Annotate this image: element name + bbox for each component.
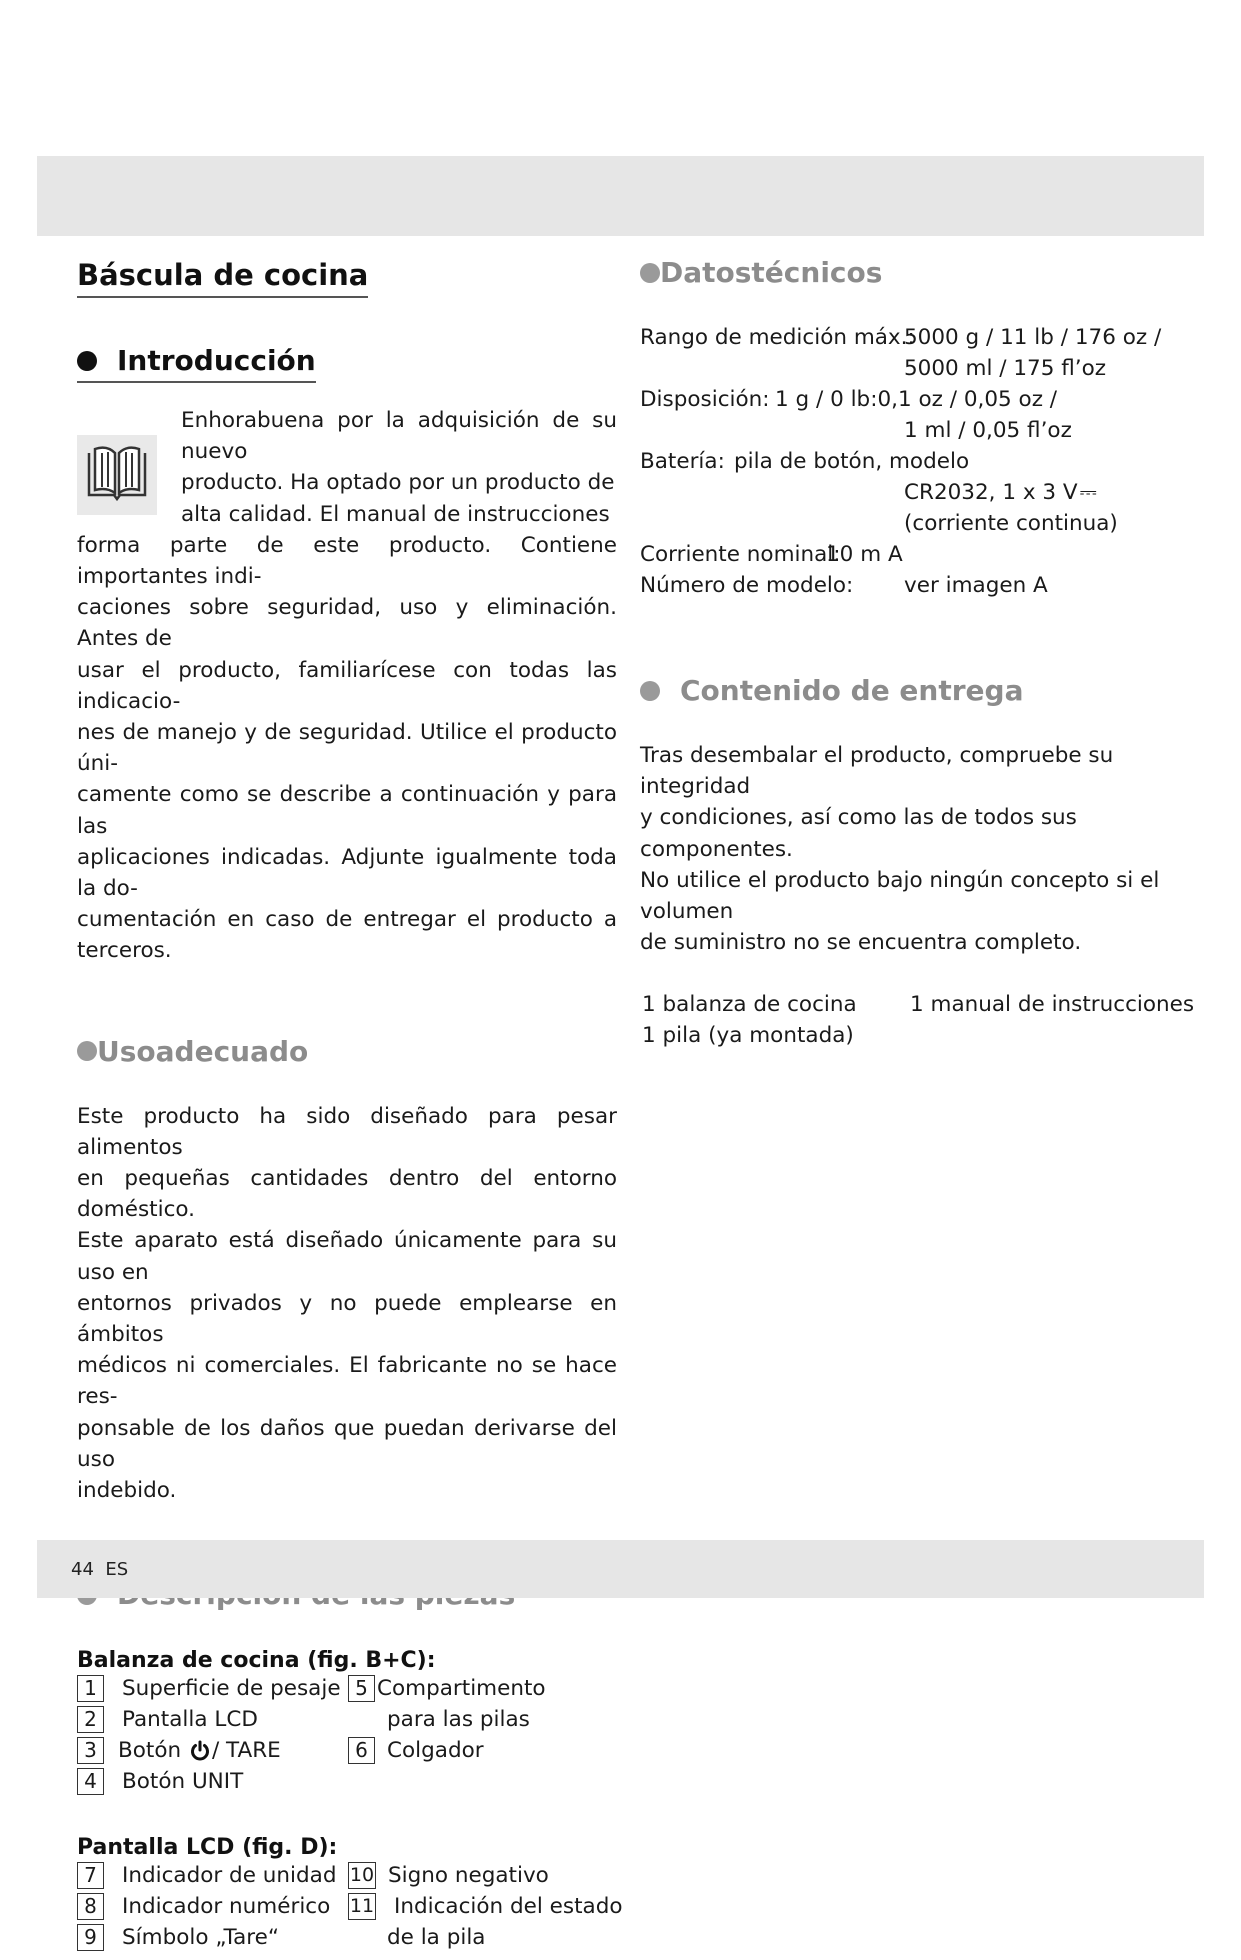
bullet-icon [77,351,97,371]
intro-line: nes de manejo y de seguridad. Utilice el producto úni- [77,720,617,777]
list-item-continuation [387,1922,485,1953]
contenido-heading-text: Contenido de entrega [680,674,1024,707]
item-label: Botón UNIT [122,1769,244,1795]
intro-line: usar el producto, familiarícese con todas las indicacio- [77,657,617,714]
spec-label: Disposición: [640,387,770,412]
uso-line: Este aparato está diseñado únicamente para su uso en [77,1228,617,1285]
datos-heading [640,256,1200,289]
item-label: / TARE [211,1738,281,1764]
datos-heading-text: Datostécnicos [660,256,883,289]
item-number: 5 [348,1675,375,1702]
item-label: Pantalla LCD [122,1707,258,1733]
page-title: Báscula de cocina [77,258,368,298]
spec-label: Rango de medición máx.: [640,325,915,350]
contenido-line: y condiciones, así como las de todos sus componentes. [640,805,1077,862]
list-item: 1 manual de instrucciones [910,992,1195,1018]
item-number: 1 [77,1675,104,1702]
intro-line: forma parte de este producto. Contiene importantes indi- [77,532,617,590]
uso-line: ponsable de los daños que puedan derivarse del uso [77,1415,617,1472]
right-column [640,250,1200,1059]
uso-line: médicos ni comerciales. El fabricante no se hace res- [77,1353,617,1410]
spec-label: Corriente nominal: [640,542,841,567]
spec-table [640,322,1200,602]
list-item [77,1673,341,1704]
uso-line: indebido. [77,1478,177,1504]
item-label: para las pilas [387,1707,530,1733]
item-label: Botón [118,1738,188,1764]
list-item [348,1891,623,1922]
item-number: 10 [348,1862,376,1889]
list-item [77,1704,258,1735]
spec-label: Número de modelo: [640,573,854,598]
lcd-title: Pantalla LCD (fig. D): [77,1835,338,1861]
left-column [77,250,623,1960]
intro-heading [77,344,316,383]
intro-line: producto. Ha optado por un producto de [181,470,615,496]
spec-value: pila de botón, modelo [734,449,970,474]
book-icon [77,435,157,515]
page-number-value: 44 [71,1559,94,1580]
battery-voltage: CR2032, 1 x 3 V [904,480,1078,505]
item-label: de la pila [387,1925,486,1951]
item-label: Superficie de pesaje [122,1676,341,1702]
item-label: Colgador [387,1738,484,1764]
page-number [71,1559,128,1580]
uso-line: entornos privados y no puede emplearse en ámbitos [77,1290,617,1348]
intro-line: Enhorabuena por la adquisición de su nuevo [181,408,617,465]
list-item [77,1922,279,1953]
balanza-list [77,1673,617,1801]
list-item-continuation [387,1704,530,1735]
item-number: 3 [77,1737,104,1764]
spec-value: (corriente continua) [904,511,1118,536]
page-language: ES [105,1559,129,1580]
list-item [348,1673,546,1704]
uso-line: Este producto ha sido diseñado para pesar alimentos [77,1103,617,1160]
spec-value: 1 ml / 0,05 fl’oz [904,418,1072,443]
contenido-line: de suministro no se encuentra completo. [640,930,1082,956]
uso-heading-text: Usoadecuado [97,1034,309,1068]
list-item [77,1860,336,1891]
header-bar [37,156,1204,236]
intro-line: alta calidad. El manual de instrucciones [181,501,610,527]
intro-line: cumentación en caso de entregar el producto a terceros. [77,907,617,964]
bullet-icon [640,263,660,283]
list-item: 1 balanza de cocina [642,992,857,1018]
intro-heading-text: Introducción [117,344,316,377]
list-item [77,1891,330,1922]
item-number: 2 [77,1706,104,1733]
item-label: Símbolo „Tare“ [122,1925,279,1951]
list-item [348,1735,484,1766]
lcd-list [77,1860,623,1960]
item-number: 11 [348,1893,376,1920]
power-icon [189,1740,211,1762]
list-item [77,1735,281,1766]
contenido-heading [640,674,1200,707]
spec-value: 5000 ml / 175 fl’oz [904,356,1107,381]
spec-value: ver imagen A [904,573,1048,598]
footer-bar [37,1540,1204,1598]
item-label: Indicador numérico [122,1894,331,1920]
intro-section [77,405,617,967]
bullet-icon [77,1041,97,1061]
item-number: 4 [77,1768,104,1795]
uso-heading [77,1035,617,1068]
intro-line: aplicaciones indicadas. Adjunte igualmente toda la do- [77,844,617,902]
item-number: 7 [77,1862,104,1889]
item-number: 9 [77,1924,104,1951]
spec-value: 1 g / 0 lb:0,1 oz / 0,05 oz / [775,387,1058,412]
intro-line: caciones sobre seguridad, uso y eliminación. Antes de [77,595,617,652]
item-label: Indicación del estado [394,1894,623,1920]
intro-line: camente como se describe a continuación y para las [77,782,617,839]
bullet-icon [640,681,660,701]
item-number: 6 [348,1737,375,1764]
list-item [348,1860,549,1891]
spec-label: Batería: [640,449,725,474]
item-label: Indicador de unidad [122,1863,337,1889]
item-label: Compartimento [377,1676,546,1702]
spec-value [904,477,1097,508]
contenido-line: Tras desembalar el producto, compruebe su integridad [640,743,1114,800]
contenido-list [640,989,1200,1059]
balanza-title: Balanza de cocina (fig. B+C): [77,1648,436,1674]
dc-symbol-icon: ⎓ [1079,480,1097,505]
item-number: 8 [77,1893,104,1920]
list-item: 1 pila (ya montada) [642,1023,854,1049]
list-item [77,1766,243,1797]
spec-value: 10 m A [826,542,903,567]
contenido-line: No utilice el producto bajo ningún concepto si el volumen [640,867,1160,925]
uso-line: en pequeñas cantidades dentro del entorno doméstico. [77,1166,617,1223]
item-label: Signo negativo [388,1863,549,1889]
spec-value: 5000 g / 11 lb / 176 oz / [904,325,1162,350]
